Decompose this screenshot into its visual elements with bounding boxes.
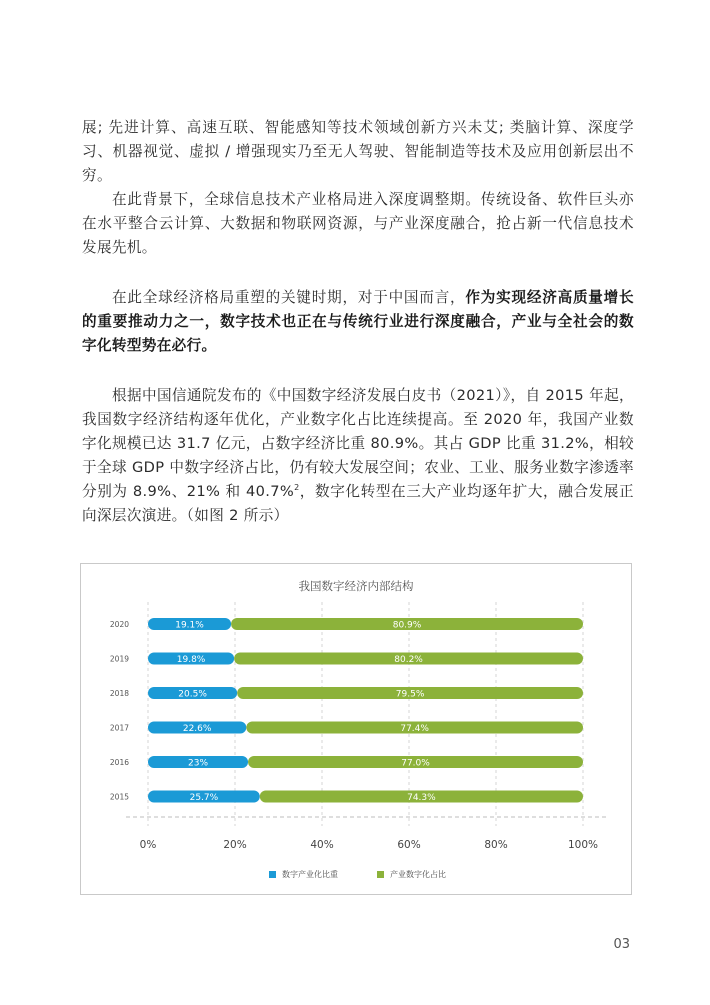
legend-label: 产业数字化占比 xyxy=(390,870,446,879)
x-tick-label: 0% xyxy=(139,839,157,851)
data-label: 23% xyxy=(188,758,209,769)
data-label: 19.1% xyxy=(175,620,204,631)
y-tick-label: 2019 xyxy=(109,654,129,664)
data-label: 80.2% xyxy=(394,655,423,665)
page-number: 03 xyxy=(613,937,630,952)
x-tick-label: 40% xyxy=(310,839,334,851)
paragraph-3 xyxy=(82,286,634,358)
x-tick-label: 100% xyxy=(567,839,599,851)
y-tick-label: 2018 xyxy=(109,689,129,698)
data-label: 80.9% xyxy=(392,620,422,631)
data-label: 79.5% xyxy=(395,689,425,700)
y-tick-label: 2016 xyxy=(109,758,129,767)
x-tick-label: 80% xyxy=(484,839,508,851)
data-label: 25.7% xyxy=(189,793,219,803)
paragraph-3-text: 在此全球经济格局重塑的关键时期，对于中国而言， xyxy=(112,289,466,306)
x-tick-label: 60% xyxy=(397,839,421,851)
chart-figure xyxy=(80,563,632,895)
legend-item-industrial-digitization xyxy=(377,869,446,880)
paragraph-3-bold-text: 作为实现经济高质量增长的重要推动力之一，数字技术也正在与传统行业进行深度融合，产业与全社会的数字化转型势在必行。 xyxy=(82,289,634,354)
paragraph-2: 在此背景下，全球信息技术产业格局进入深度调整期。传统设备、软件巨头亦在水平整合云计算、大数据和物联网资源，与产业深度融合，抢占新一代信息技术发展先机。 xyxy=(82,191,634,256)
data-label: 74.3% xyxy=(407,793,436,803)
footnote-marker: 2 xyxy=(294,483,300,493)
paragraph-1: 展; 先进计算、高速互联、智能感知等技术领域创新方兴未艾; 类脑计算、深度学习、机器视觉、虚拟 / 增强现实乃至无人驾驶、智能制造等技术及应用创新层出不穷。 xyxy=(82,119,634,184)
stacked-bar-chart xyxy=(81,564,630,893)
paragraph-4-text: 根据中国信通院发布的《中国数字经济发展白皮书（2021）》，自 2015 年起，我国数字经济结构逐年优化，产业数字化占比连续提高。至 2020 年，我国产业数字化规模已达 31.7 亿元，占数字经济比重 80.9%。其占 GDP 比重 31.2%，相较于全球 GDP 中数字经济占比，仍有较大发展空间；农业、工业、服务业数字渗透率分别为 8.9%、21% 和 40.7% xyxy=(82,387,634,500)
y-tick-label: 2020 xyxy=(109,620,129,629)
paragraph-4 xyxy=(82,384,634,528)
data-label: 77.0% xyxy=(401,758,430,769)
x-tick-label: 20% xyxy=(223,839,247,851)
y-tick-label: 2015 xyxy=(109,792,129,802)
legend-label: 数字产业化比重 xyxy=(282,870,338,879)
data-label: 19.8% xyxy=(176,655,206,665)
legend-item-digital-industrialization xyxy=(269,869,338,880)
legend-swatch-green xyxy=(377,871,384,878)
legend-swatch-blue xyxy=(269,871,276,878)
paragraph-4-tail: ，数字化转型在三大产业均逐年扩大，融合发展正向深层次演进。（如图 2 所示） xyxy=(82,483,634,524)
data-label: 20.5% xyxy=(178,689,207,700)
chart-title: 我国数字经济内部结构 xyxy=(298,579,414,593)
y-tick-label: 2017 xyxy=(109,723,129,733)
data-label: 77.4% xyxy=(400,724,429,734)
data-label: 22.6% xyxy=(182,724,212,734)
